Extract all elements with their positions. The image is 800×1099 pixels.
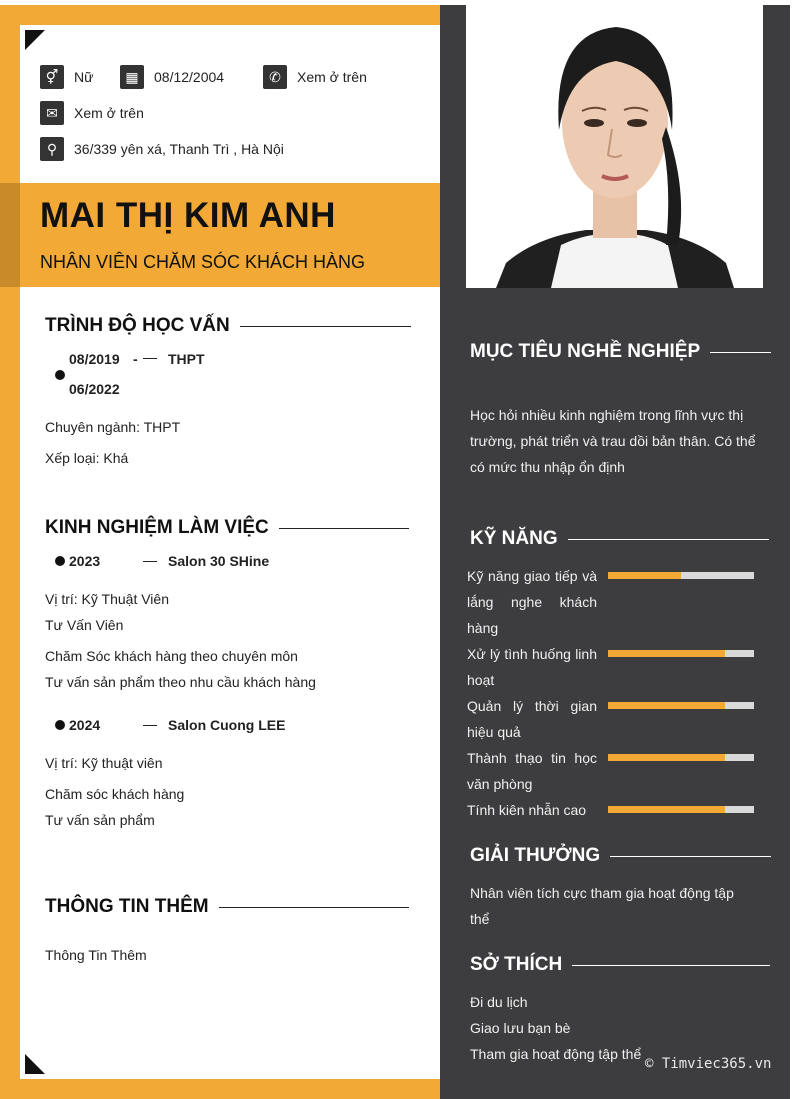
skills-title-text: KỸ NĂNG: [470, 528, 558, 549]
contact-gender: [40, 65, 93, 89]
experience-year: 2024: [69, 717, 101, 733]
skills-section-title: [470, 528, 769, 550]
extra-section-title: [45, 896, 409, 918]
hobby-item: Tham gia hoạt động tập thể: [470, 1046, 642, 1062]
awards-title-text: GIẢI THƯỞNG: [470, 845, 601, 866]
education-start: 08/2019: [69, 351, 120, 367]
objective-title-rule: [710, 352, 771, 353]
skill-bar: [608, 806, 754, 813]
education-grade: Xếp loại: Khá: [45, 450, 129, 466]
objective-line: có mức thu nhập ổn định: [470, 459, 625, 475]
objective-line: trường, phát triển và trau dồi bản thân. Có thể: [470, 433, 756, 449]
experience-description: Tư vấn sản phẩm: [45, 812, 155, 828]
skill-bar-fill: [608, 572, 681, 579]
mail-icon: ✉: [40, 101, 64, 125]
watermark: © Timviec365.vn: [645, 1056, 772, 1072]
education-school: THPT: [168, 351, 205, 367]
phone-icon: ✆: [263, 65, 287, 89]
experience-description: Chăm sóc khách hàng: [45, 786, 185, 802]
hobby-item: Đi du lịch: [470, 994, 528, 1010]
corner-decoration-top: [25, 30, 45, 50]
extra-title-rule: [219, 907, 409, 908]
candidate-name: MAI THỊ KIM ANH: [40, 196, 336, 235]
objective-title-text: MỤC TIÊU NGHỀ NGHIỆP: [470, 341, 701, 362]
email-value: Xem ở trên: [74, 105, 144, 121]
education-section-title: [45, 315, 411, 337]
awards-line: Nhân viên tích cực tham gia hoạt động tập: [470, 885, 734, 901]
portrait-illustration: [466, 5, 763, 288]
skill-bar-fill: [608, 754, 725, 761]
job-title: NHÂN VIÊN CHĂM SÓC KHÁCH HÀNG: [40, 252, 366, 272]
hobbies-title-rule: [572, 965, 770, 966]
extra-text: Thông Tin Thêm: [45, 947, 147, 963]
education-title-rule: [240, 326, 411, 327]
education-bullet: [55, 370, 65, 380]
location-icon: ⚲: [40, 137, 64, 161]
awards-title-rule: [610, 856, 771, 857]
experience-dash: [143, 725, 157, 726]
experience-section-title: [45, 517, 409, 539]
contact-phone: [263, 65, 367, 89]
experience-company: Salon Cuong LEE: [168, 717, 286, 733]
experience-bullet: [55, 720, 65, 730]
skill-bar-fill: [608, 702, 725, 709]
experience-title-text: KINH NGHIỆM LÀM VIỆC: [45, 517, 269, 538]
skill-bar-fill: [608, 806, 725, 813]
skill-label: Kỹ năng giao tiếp và lắng nghe khách hàng: [467, 568, 597, 636]
experience-title-rule: [279, 528, 409, 529]
experience-year: 2023: [69, 553, 101, 569]
experience-bullet: [55, 556, 65, 566]
skill-label: Tính kiên nhẫn cao: [467, 802, 587, 818]
experience-position: Vị trí: Kỹ Thuật Viên: [45, 591, 169, 607]
skills-title-rule: [568, 539, 769, 540]
birthdate-value: 08/12/2004: [154, 69, 225, 85]
experience-position: Vị trí: Kỹ thuật viên: [45, 755, 163, 771]
phone-value: Xem ở trên: [297, 69, 367, 85]
name-band-edge: [0, 183, 20, 287]
gender-value: Nữ: [74, 69, 94, 85]
education-major: Chuyên ngành: THPT: [45, 419, 181, 435]
education-dash: [143, 358, 157, 359]
awards-section-title: [470, 845, 771, 867]
skill-label: Thành thạo tin học văn phòng: [467, 750, 597, 792]
education-end: 06/2022: [69, 381, 120, 397]
hobby-item: Giao lưu bạn bè: [470, 1020, 571, 1036]
experience-description: Tư vấn sản phẩm theo nhu cầu khách hàng: [45, 674, 316, 690]
education-sep: -: [133, 351, 138, 367]
contact-birthdate: [120, 65, 224, 89]
education-title-text: TRÌNH ĐỘ HỌC VẤN: [45, 315, 230, 336]
experience-description: Chăm Sóc khách hàng theo chuyên môn: [45, 648, 298, 664]
calendar-icon: ▦: [120, 65, 144, 89]
experience-position-2: Tư Vấn Viên: [45, 617, 124, 633]
contact-address: [40, 137, 284, 161]
hobbies-section-title: [470, 954, 770, 976]
gender-icon: ⚥: [40, 65, 64, 89]
corner-decoration-bottom: [25, 1054, 45, 1074]
experience-company: Salon 30 SHine: [168, 553, 270, 569]
skill-label: Quản lý thời gian hiệu quả: [467, 698, 597, 740]
awards-line: thể: [470, 911, 490, 927]
extra-title-text: THÔNG TIN THÊM: [45, 896, 209, 917]
skill-bar: [608, 650, 754, 657]
skill-bar: [608, 702, 754, 709]
objective-line: Học hỏi nhiều kinh nghiệm trong lĩnh vực thị: [470, 407, 744, 423]
profile-photo: [466, 5, 763, 288]
experience-dash: [143, 561, 157, 562]
hobbies-title-text: SỞ THÍCH: [470, 954, 563, 975]
skill-bar-fill: [608, 650, 725, 657]
address-value: 36/339 yên xá, Thanh Trì , Hà Nội: [74, 141, 284, 157]
contact-email: [40, 101, 144, 125]
objective-section-title: [470, 341, 771, 363]
skill-bar: [608, 572, 754, 579]
skill-bar: [608, 754, 754, 761]
skill-label: Xử lý tình huống linh hoạt: [467, 646, 597, 688]
